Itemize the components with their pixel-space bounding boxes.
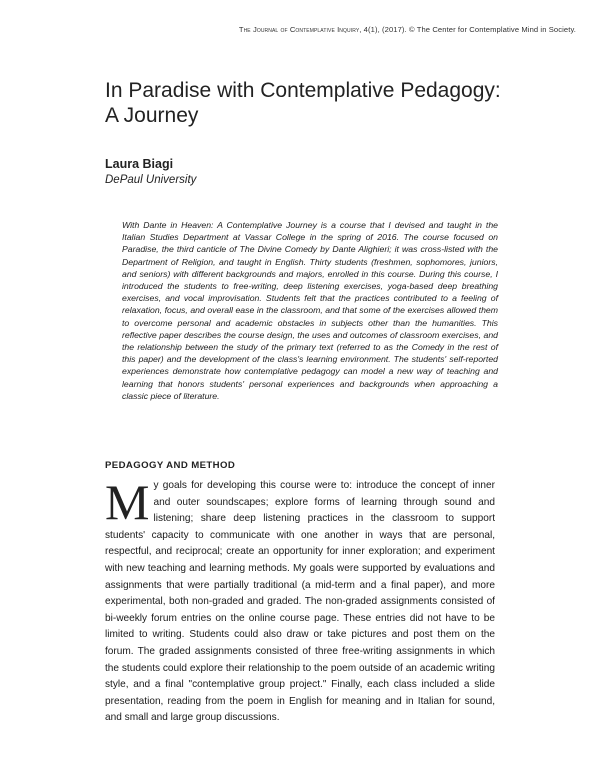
running-head: [239, 25, 576, 34]
journal-name: The Journal of Contemplative Inquiry,: [238, 25, 362, 34]
abstract: With Dante in Heaven: A Contemplative Journey is a course that I devised and taught in the Italian Studies Department at Vassar College in the spring of 2016. The course focused on Paradise, the third canticle of The Divine Comedy by Dante Alighieri; it was cross-listed with the Department of Religion, and taught in English. Thirty students (freshmen, sophomores, juniors, and seniors) with different backgrounds and majors, enrolled in this course. During this course, I introduced the students to free-writing, deep listening exercises, yoga-based deep breathing exercises, and vocal improvisation. Students felt that the practices contributed to a feeling of relaxation, focus, and overall ease in the classroom, and that some of the exercises allowed them to overcome personal and academic obstacles in subjects other than the humanities. This reflective paper describes the course design, the uses and outcomes of classroom exercises, and the relationship between the study of the primary text (referred to as the Comedy in the rest of this paper) and the development of the class's learning environment. The students' self-reported experiences demonstrate how contemplative pedagogy can model a new way of teaching and learning that honors students' personal experiences and backgrounds when approaching a classic piece of literature.: [122, 220, 498, 401]
article-title-line-2: A Journey: [105, 104, 199, 127]
journal-citation: 4(1), (2017). © The Center for Contemplative Mind in Society.: [361, 25, 576, 34]
paragraph-text: y goals for developing this course were to: introduce the concept of inner and outer soundscapes; explore forms of learning through sound and listening; share deep listening practices in the classroom to support students' capacity to communicate with one another in ways that are personal, respectful, and reciprocal; create an opportunity for inner exploration; and experiment with new teaching and learning methods. My goals were supported by evaluations and assignments that were partially traditional (a mid-term and a final paper), and more experimental, both non-graded and graded. The non-graded assignments consisted of bi-weekly forum entries on the online course page. These entries did not have to be limited to writing. Students could also draw or take pictures and post them on the forum. The graded assignments consisted of three free-writing assignments in which the students could explore their relationship to the poem outside of an academic writing style, and a final "contemplative group project." Finally, each class included a slide presentation, reading from the poem in English for meaning and in Italian for sound, and small and large group discussions.: [105, 480, 495, 724]
body-paragraph: [105, 474, 495, 727]
author-name: Laura Biagi: [105, 157, 174, 171]
article-title: [105, 78, 545, 128]
section-heading: PEDAGOGY AND METHOD: [105, 460, 236, 471]
author-affiliation: DePaul University: [105, 174, 197, 186]
article-title-line-1: In Paradise with Contemplative Pedagogy:: [105, 79, 501, 102]
drop-cap: M: [105, 474, 150, 530]
